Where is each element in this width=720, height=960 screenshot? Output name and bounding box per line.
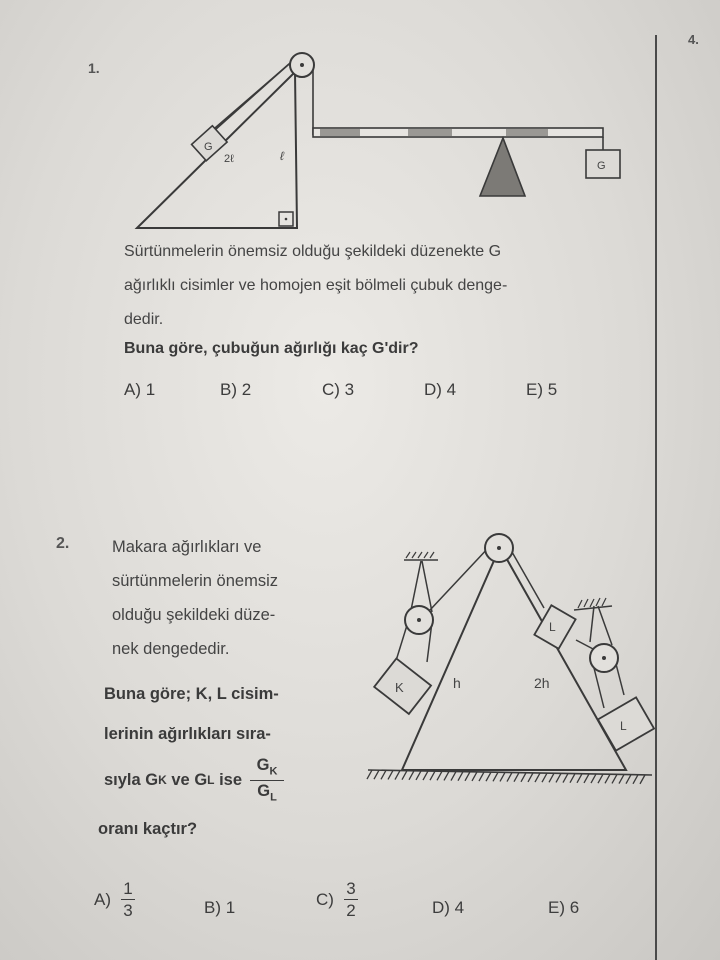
q1-choice-b[interactable]: B) 2	[220, 380, 252, 399]
q2-text-line-2: sürtünmelerin önemsiz	[112, 572, 278, 590]
q2-choice-b[interactable]: B) 1	[204, 898, 236, 917]
q1-question: Buna göre, çubuğun ağırlığı kaç G'dir?	[124, 340, 419, 357]
q2-line3-sub-l: L	[207, 773, 215, 787]
q2-label-2h: 2h	[534, 675, 550, 691]
q2-question-line-2: lerinin ağırlıkları sıra-	[104, 725, 271, 743]
q2-label-h: h	[453, 675, 461, 691]
q1-text-line-2: ağırlıklı cisimler ve homojen eşit bölmeli çubuk denge-	[124, 277, 508, 294]
q2-choice-c-fraction: $\frac{3}{2}$	[344, 880, 358, 919]
q2-number: 2.	[56, 535, 70, 552]
q2-line3-mid: ve G	[166, 770, 208, 789]
q2-line3-sub-k: K	[158, 773, 167, 787]
q2-text-line-3: olduğu şekildeki düze-	[112, 606, 276, 624]
q2-question-line-4: oranı kaçtır?	[98, 820, 198, 838]
q2-choice-a[interactable]	[94, 880, 135, 919]
q1-choice-a[interactable]: A) 1	[124, 380, 156, 399]
q2-question-line-1: Buna göre; K, L cisim-	[104, 685, 279, 703]
q1-box-right-label: G	[597, 160, 606, 172]
q2-line3-prefix: sıyla G	[104, 770, 159, 789]
q2-ratio-denominator: $G_L$	[257, 781, 277, 803]
q2-box-l-top-label: L	[549, 620, 556, 634]
q2-text-line-4: nek dengededir.	[112, 640, 230, 658]
q2-choice-c-prefix: C)	[316, 889, 334, 909]
q2-choice-a-fraction: $\frac{1}{3}$	[121, 880, 135, 919]
q2-choice-e[interactable]: E) 6	[548, 898, 580, 917]
q2-line3-ise: ise	[214, 770, 243, 789]
q1-box-left-label: G	[204, 141, 213, 153]
q2-box-k-label: K	[395, 680, 404, 695]
q2-choice-d[interactable]: D) 4	[432, 898, 465, 917]
q1-text-line-1: Sürtünmelerin önemsiz olduğu şekildeki düzenekte G	[124, 243, 502, 260]
q1-label-2l: 2ℓ	[224, 153, 234, 165]
q2-text-line-1: Makara ağırlıkları ve	[112, 538, 262, 556]
q2-choice-c[interactable]	[316, 880, 358, 919]
q1-number: 1.	[88, 60, 100, 76]
q1-choice-e[interactable]: E) 5	[526, 380, 558, 399]
q2-choice-a-prefix: A)	[94, 889, 111, 909]
q1-choice-c[interactable]: C) 3	[322, 380, 355, 399]
page-number: 4.	[688, 32, 699, 47]
q1-label-l: ℓ	[280, 149, 284, 163]
q2-box-l-bottom-label: L	[620, 719, 627, 733]
q1-text-line-3: dedir.	[124, 311, 164, 328]
q2-ratio-numerator: $G_K$	[256, 756, 278, 778]
q1-choice-d[interactable]: D) 4	[424, 380, 457, 399]
